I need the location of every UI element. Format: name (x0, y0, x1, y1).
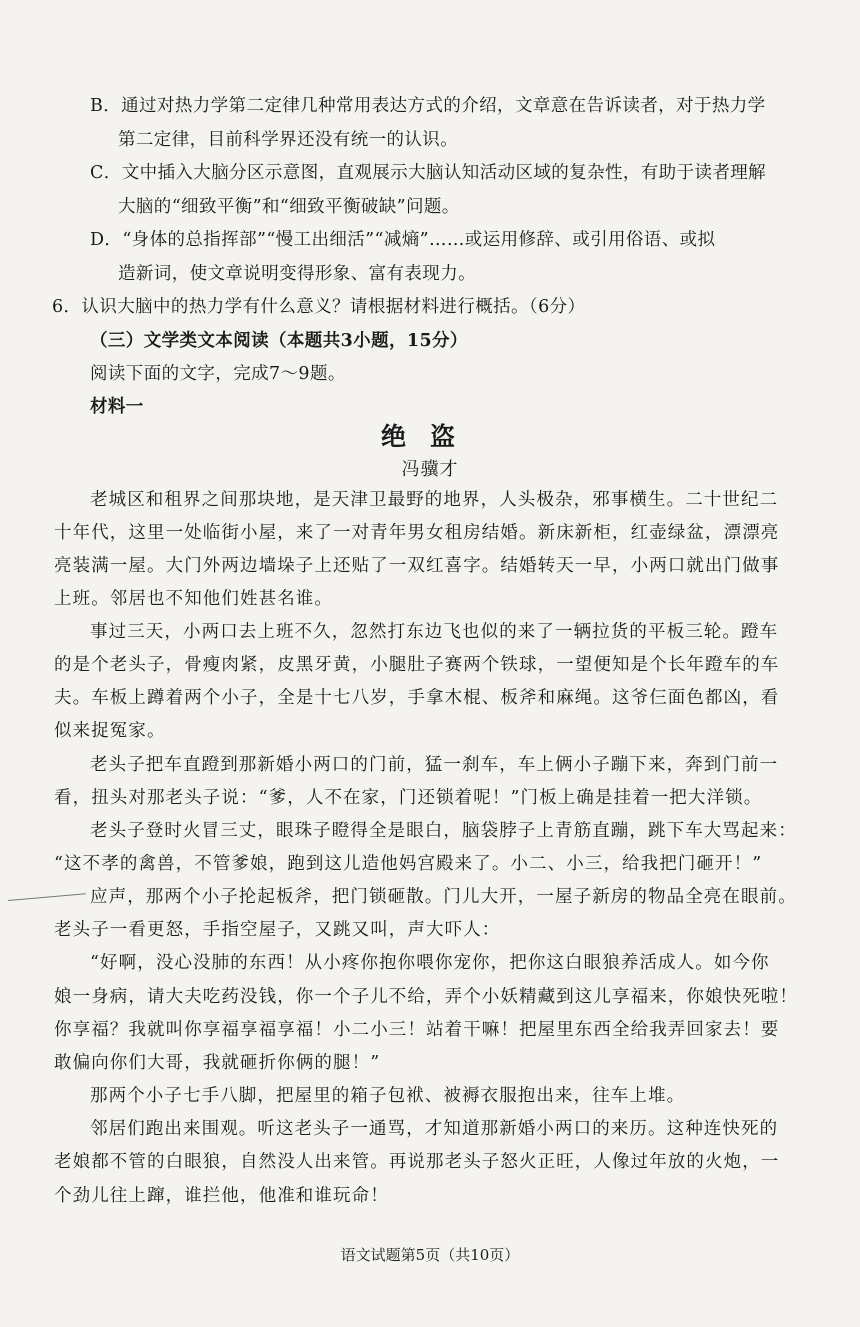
story-line: 似来捉冤家。 (54, 721, 166, 741)
option-b-line-2: 第二定律，目前科学界还没有统一的认识。 (118, 130, 459, 150)
story-line: 看，扭头对那老头子说：“爹，人不在家，门还锁着呢！”门板上确是挂着一把大洋锁。 (54, 788, 763, 808)
story-line: 应声，那两个小子抡起板斧，把门锁砸散。门儿大开，一屋子新房的物品全亮在眼前。 (90, 887, 797, 907)
pen-mark (8, 893, 87, 915)
story-line: “好啊，没心没肺的东西！从小疼你抱你喂你宠你，把你这白眼狼养活成人。如今你 (90, 953, 770, 973)
page-footer: 语文试题第5页（共10页） (340, 1246, 520, 1264)
option-c-line-2: 大脑的“细致平衡”和“细致平衡破缺”问题。 (118, 197, 460, 217)
story-line: 十年代，这里一处临街小屋，来了一对青年男女租房结婚。新床新柜，红壶绿盆，漂漂亮 (54, 523, 780, 543)
story-line: 邻居们跑出来围观。听这老头子一通骂，才知道那新婚小两口的来历。这种连快死的 (90, 1119, 779, 1139)
story-line: 上班。邻居也不知他们姓甚名谁。 (54, 589, 333, 609)
story-title: 绝盗 (380, 422, 479, 451)
reading-instruction: 阅读下面的文字，完成7～9题。 (90, 364, 346, 384)
option-b-line-1: B．通过对热力学第二定律几种常用表达方式的介绍，文章意在告诉读者，对于热力学 (90, 96, 766, 116)
story-line: 那两个小子七手八脚，把屋里的箱子包袱、被褥衣服抱出来，往车上堆。 (90, 1086, 686, 1106)
story-line: 你享福？我就叫你享福享福享福！小二小三！站着干嘛！把屋里东西全给我弄回家去！要 (54, 1020, 780, 1040)
story-line: 亮装满一屋。大门外两边墙垛子上还贴了一双红喜字。结婚转天一早，小两口就出门做事 (54, 556, 780, 576)
option-d-line-2: 造新词，使文章说明变得形象、富有表现力。 (118, 264, 476, 284)
story-line: 夫。车板上蹲着两个小子，全是十七八岁，手拿木棍、板斧和麻绳。这爷仨面色都凶，看 (54, 688, 780, 708)
option-c-line-1: C．文中插入大脑分区示意图，直观展示大脑认知活动区域的复杂性，有助于读者理解 (90, 163, 767, 183)
story-line: 个劲儿往上蹿，谁拦他，他准和谁玩命！ (54, 1186, 389, 1206)
section-heading: （三）文学类文本阅读（本题共3小题，15分） (90, 331, 468, 351)
story-line: 老头子登时火冒三丈，眼珠子瞪得全是眼白，脑袋脖子上青筋直蹦，跳下车大骂起来： (90, 821, 797, 841)
option-d-line-1: D．“身体的总指挥部”“慢工出细活”“减熵”……或运用修辞、或引用俗语、或拟 (90, 230, 716, 250)
story-line: 老城区和租界之间那块地，是天津卫最野的地界，人头极杂，邪事横生。二十世纪二 (90, 490, 779, 510)
story-line: “这不孝的禽兽，不管爹娘，跑到这儿造他妈宫殿来了。小二、小三，给我把门砸开！” (54, 854, 763, 874)
story-line: 敢偏向你们大哥，我就砸折你俩的腿！” (54, 1053, 381, 1073)
question-6: 6．认识大脑中的热力学有什么意义？请根据材料进行概括。（6分） (52, 297, 586, 317)
story-author: 冯骥才 (401, 459, 459, 480)
story-line: 事过三天，小两口去上班不久，忽然打东边飞也似的来了一辆拉货的平板三轮。蹬车 (90, 622, 779, 642)
story-line: 的是个老头子，骨瘦肉紧，皮黑牙黄，小腿肚子赛两个铁球，一望便知是个长年蹬车的车 (54, 655, 780, 675)
story-line: 老头子一看更怒，手指空屋子，又跳又叫，声大吓人： (54, 920, 501, 940)
story-line: 娘一身病，请大夫吃药没钱，你一个子儿不给，弄个小妖精藏到这儿享福来，你娘快死啦！ (54, 987, 798, 1007)
material-label: 材料一 (90, 397, 144, 417)
story-line: 老娘都不管的白眼狼，自然没人出来管。再说那老头子怒火正旺，人像过年放的火炮，一 (54, 1152, 780, 1172)
story-line: 老头子把车直蹬到那新婚小两口的门前，猛一刹车，车上俩小子蹦下来，奔到门前一 (90, 755, 779, 775)
